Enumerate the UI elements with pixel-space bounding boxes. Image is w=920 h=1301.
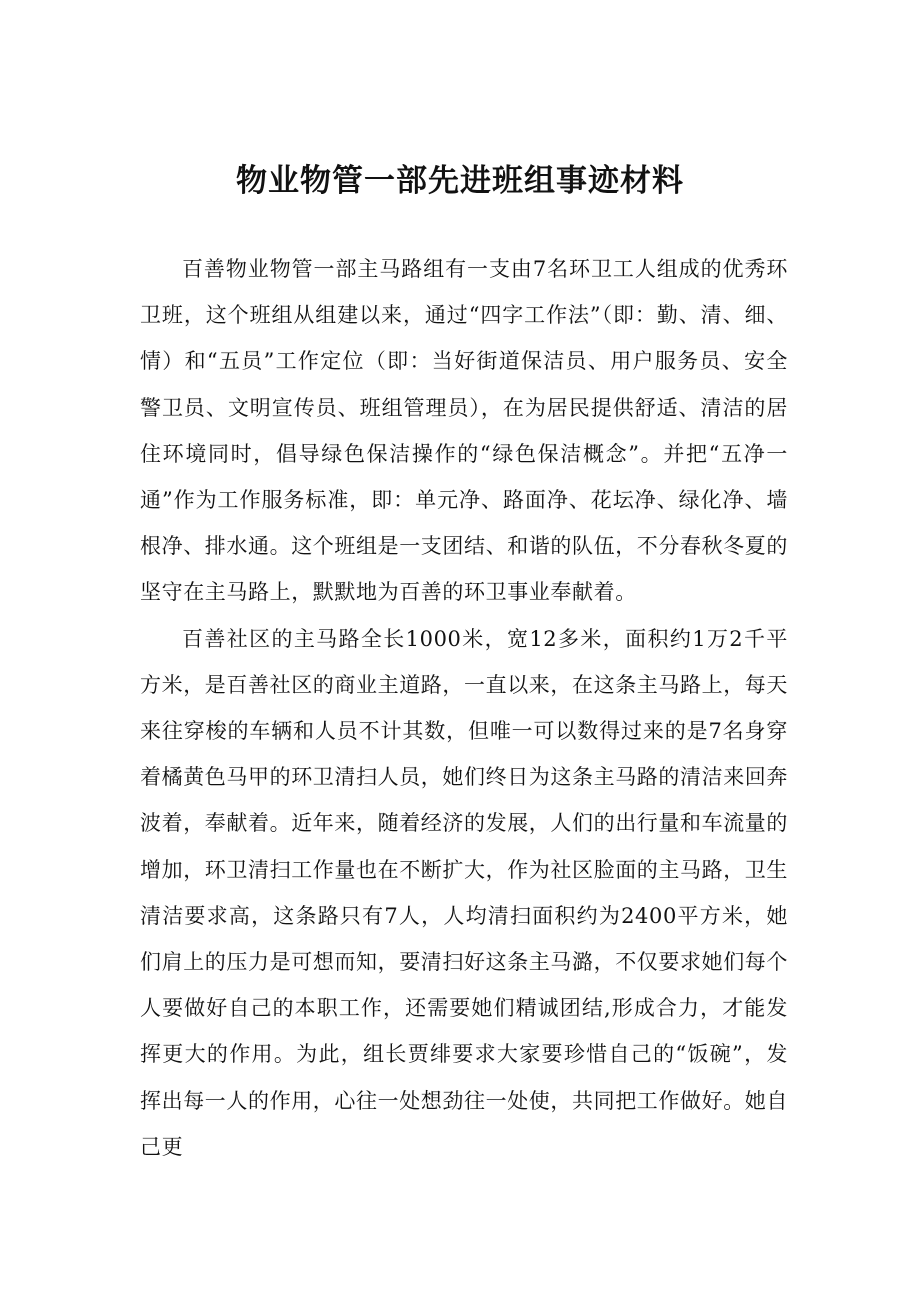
body-paragraph-2: 百善社区的主马路全长1000米，宽12多米，面积约1万2千平方米，是百善社区的商业主道路，一直以来，在这条主马路上，每天来往穿梭的车辆和人员不计其数，但唯一可以数得过来的是7名身穿着橘黄色马甲的环卫清扫人员，她们终日为这条主马路的清洁来回奔波着，奉献着。近年来，随着经济的发展，人们的出行量和车流量的增加，环卫清扫工作量也在不断扩大，作为社区脸面的主马路，卫生清洁要求高，这条路只有7人，人均清扫面积约为2400平方米，她们肩上的压力是可想而知，要清扫好这条主马潞，不仅要求她们每个人要做好自己的本职工作，还需要她们精诚团结,形成合力，才能发挥更大的作用。为此，组长贾绯要求大家要珍惜自己的“饭碗”，发挥出每一人的作用，心往一处想劲往一处使，共同把工作做好。她自己更 [140,626,788,1159]
body-paragraph-1: 百善物业物管一部主马路组有一支由7名环卫工人组成的优秀环卫班，这个班组从组建以来，通过“四字工作法”（即：勤、清、细、情）和“五员”工作定位（即：当好街道保洁员、用户服务员、安全警卫员、文明宣传员、班组管理员），在为居民提供舒适、清洁的居住环境同时，倡导绿色保洁操作的“绿色保洁概念”。并把“五净一通”作为工作服务标准，即：单元净、路面净、花坛净、绿化净、墙根净、排水通。这个班组是一支团结、和谐的队伍，不分春秋冬夏的坚守在主马路上，默默地为百善的环卫事业奉献着。 [140,257,788,605]
document-title: 物业物管一部先进班组事迹材料 [236,163,684,199]
document-body [140,246,788,1170]
